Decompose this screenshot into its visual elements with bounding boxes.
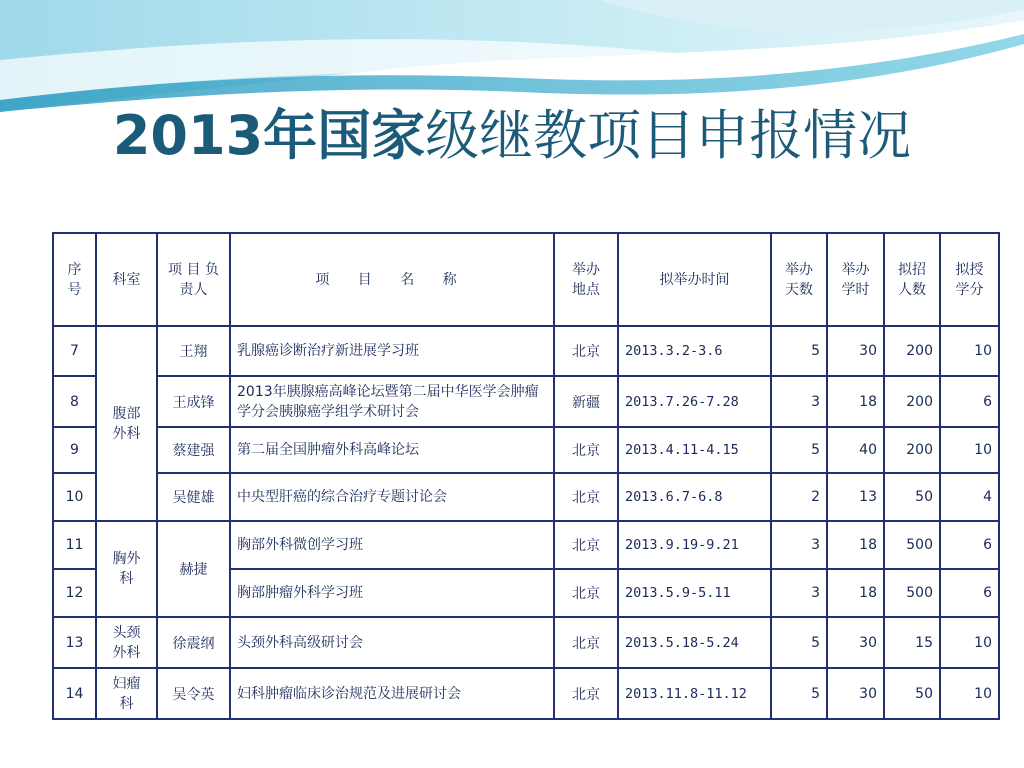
cell-leader: 吴令英 xyxy=(157,668,230,719)
cell-leader: 王成锋 xyxy=(157,376,230,427)
table-row xyxy=(53,427,999,473)
cell-credits: 6 xyxy=(940,521,999,569)
cell-hours: 30 xyxy=(827,617,884,668)
cell-location: 北京 xyxy=(554,521,618,569)
cell-enroll: 50 xyxy=(884,473,940,521)
title-rest-part: 级继教项目申报情况 xyxy=(425,104,912,167)
table-row xyxy=(53,521,999,569)
page-title xyxy=(0,96,1024,176)
title-bold-part: 2013年国家 xyxy=(112,104,426,167)
cell-days: 5 xyxy=(771,326,827,376)
cell-time: 2013.4.11-4.15 xyxy=(618,427,771,473)
cell-seq: 13 xyxy=(53,617,96,668)
table-row xyxy=(53,473,999,521)
cell-seq: 9 xyxy=(53,427,96,473)
cell-location: 北京 xyxy=(554,668,618,719)
cell-credits: 6 xyxy=(940,376,999,427)
header-days: 举办天数 xyxy=(771,233,827,326)
cell-enroll: 200 xyxy=(884,376,940,427)
cell-time: 2013.6.7-6.8 xyxy=(618,473,771,521)
table-row xyxy=(53,326,999,376)
cell-hours: 40 xyxy=(827,427,884,473)
cell-location: 北京 xyxy=(554,326,618,376)
cell-seq: 11 xyxy=(53,521,96,569)
cell-hours: 30 xyxy=(827,668,884,719)
cell-project: 中央型肝癌的综合治疗专题讨论会 xyxy=(230,473,554,521)
cell-leader: 徐震纲 xyxy=(157,617,230,668)
cell-enroll: 50 xyxy=(884,668,940,719)
cell-location: 北京 xyxy=(554,427,618,473)
cell-dept: 妇瘤科 xyxy=(96,668,157,719)
cell-days: 5 xyxy=(771,427,827,473)
cell-hours: 18 xyxy=(827,521,884,569)
cell-credits: 10 xyxy=(940,617,999,668)
cell-hours: 30 xyxy=(827,326,884,376)
cell-seq: 7 xyxy=(53,326,96,376)
cell-dept: 腹部外科 xyxy=(96,326,157,521)
cell-leader: 蔡建强 xyxy=(157,427,230,473)
cell-leader: 吴健雄 xyxy=(157,473,230,521)
cell-enroll: 500 xyxy=(884,569,940,617)
cell-days: 3 xyxy=(771,569,827,617)
cell-project: 头颈外科高级研讨会 xyxy=(230,617,554,668)
cell-leader: 王翔 xyxy=(157,326,230,376)
cell-hours: 18 xyxy=(827,569,884,617)
cell-location: 北京 xyxy=(554,617,618,668)
cell-time: 2013.7.26-7.28 xyxy=(618,376,771,427)
table-row xyxy=(53,617,999,668)
cell-seq: 12 xyxy=(53,569,96,617)
cell-location: 北京 xyxy=(554,473,618,521)
cell-days: 5 xyxy=(771,617,827,668)
cell-hours: 18 xyxy=(827,376,884,427)
cell-time: 2013.11.8-11.12 xyxy=(618,668,771,719)
cell-days: 3 xyxy=(771,376,827,427)
cell-seq: 8 xyxy=(53,376,96,427)
cell-time: 2013.9.19-9.21 xyxy=(618,521,771,569)
cell-project: 胸部肿瘤外科学习班 xyxy=(230,569,554,617)
cell-credits: 10 xyxy=(940,668,999,719)
cell-dept: 头颈外科 xyxy=(96,617,157,668)
table-row xyxy=(53,668,999,719)
table-row xyxy=(53,376,999,427)
header-hours: 举办学时 xyxy=(827,233,884,326)
cell-enroll: 15 xyxy=(884,617,940,668)
table-header-row xyxy=(53,233,999,326)
cell-dept: 胸外科 xyxy=(96,521,157,617)
cell-seq: 14 xyxy=(53,668,96,719)
cell-time: 2013.5.18-5.24 xyxy=(618,617,771,668)
cell-leader: 赫捷 xyxy=(157,521,230,617)
header-project: 项 目 名 称 xyxy=(230,233,554,326)
project-table xyxy=(52,232,1000,720)
header-seq: 序号 xyxy=(53,233,96,326)
cell-project: 乳腺癌诊断治疗新进展学习班 xyxy=(230,326,554,376)
cell-project: 妇科肿瘤临床诊治规范及进展研讨会 xyxy=(230,668,554,719)
cell-days: 3 xyxy=(771,521,827,569)
cell-credits: 6 xyxy=(940,569,999,617)
cell-enroll: 500 xyxy=(884,521,940,569)
cell-time: 2013.3.2-3.6 xyxy=(618,326,771,376)
cell-project: 胸部外科微创学习班 xyxy=(230,521,554,569)
cell-credits: 10 xyxy=(940,427,999,473)
cell-enroll: 200 xyxy=(884,326,940,376)
header-enroll: 拟招人数 xyxy=(884,233,940,326)
cell-project: 第二届全国肿瘤外科高峰论坛 xyxy=(230,427,554,473)
header-location: 举办地点 xyxy=(554,233,618,326)
cell-seq: 10 xyxy=(53,473,96,521)
cell-location: 北京 xyxy=(554,569,618,617)
cell-project: 2013年胰腺癌高峰论坛暨第二届中华医学会肿瘤学分会胰腺癌学组学术研讨会 xyxy=(230,376,554,427)
cell-days: 5 xyxy=(771,668,827,719)
cell-credits: 4 xyxy=(940,473,999,521)
cell-hours: 13 xyxy=(827,473,884,521)
cell-location: 新疆 xyxy=(554,376,618,427)
header-leader: 项 目 负责人 xyxy=(157,233,230,326)
header-dept: 科室 xyxy=(96,233,157,326)
header-time: 拟举办时间 xyxy=(618,233,771,326)
cell-days: 2 xyxy=(771,473,827,521)
cell-time: 2013.5.9-5.11 xyxy=(618,569,771,617)
header-credits: 拟授学分 xyxy=(940,233,999,326)
cell-enroll: 200 xyxy=(884,427,940,473)
cell-credits: 10 xyxy=(940,326,999,376)
